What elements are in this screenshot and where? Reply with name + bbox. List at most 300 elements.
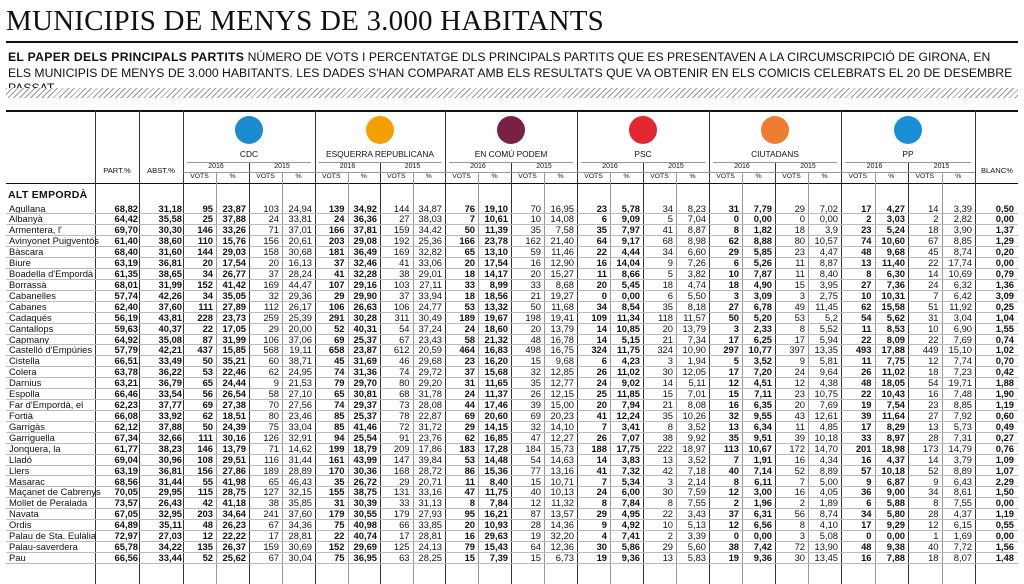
abstention-value: 36,81 [158,464,182,476]
percent-value: 20,61 [288,235,312,247]
votes-header: VOTS [848,173,867,180]
percent-value: 18,05 [881,377,905,389]
abstention-value: 42,26 [158,289,182,301]
votes-value: 7 [469,213,475,225]
year-2015: 2015 [800,163,816,170]
votes-value: 108 [197,453,213,465]
percent-value: 8,74 [819,508,838,520]
year-2016: 2016 [339,163,356,170]
votes-value: 74 [334,399,345,411]
votes-value: 18 [464,268,475,280]
votes-value: 48 [861,246,872,258]
votes-value: 259 [263,311,279,323]
votes-value: 22 [202,322,213,334]
percent-value: 13,16 [550,464,574,476]
votes-value: 16 [464,530,475,542]
percent-value: 1,96 [753,497,772,509]
votes-value: 12 [202,530,213,542]
percent-value: 5,88 [886,497,905,509]
votes-value: 85 [334,420,345,432]
municipality-name: Cabanelles [9,289,56,301]
votes-value: 8 [866,268,872,280]
votes-value: 568 [263,344,279,356]
percent-value: 31,78 [418,388,442,400]
votes-value: 32 [530,420,541,432]
percent-value: 11,45 [815,300,838,312]
percent-value: 40,98 [353,519,377,531]
percent-value: 7,75 [886,355,905,367]
votes-value: 14 [928,202,939,214]
abstention-value: 30,30 [158,224,182,236]
percent-value: 30,81 [353,388,377,400]
votes-value: 6 [733,257,739,269]
votes-value: 66 [399,519,410,531]
votes-value: 10 [530,213,541,225]
votes-value: 16 [861,453,872,465]
percent-value: 23,87 [353,344,377,356]
percent-value: 10,77 [748,344,772,356]
votes-value: 27 [399,213,410,225]
percent-value: 33,26 [222,224,246,236]
votes-value: 17 [861,202,872,214]
percent-value: 10,18 [881,464,905,476]
votes-value: 159 [393,224,410,236]
abstention-value: 38,23 [158,442,182,454]
votes-value: 10 [928,322,939,334]
votes-value: 29 [268,322,279,334]
percent-value: 7,69 [953,333,972,345]
votes-value: 20 [268,257,279,269]
table-row [6,466,1018,477]
percent-value: 8,23 [687,202,706,214]
percent-value: 22,87 [418,409,442,421]
percent-value: 26,77 [222,268,246,280]
percent-value: 7,31 [953,431,972,443]
votes-value: 50 [202,355,213,367]
votes-value: 297 [723,344,739,356]
percent-value: 13,10 [484,246,508,258]
votes-value: 29 [399,475,410,487]
abstention-value: 42,21 [158,344,182,356]
votes-value: 23 [861,224,872,236]
votes-value: 135 [197,541,213,553]
votes-value: 30 [794,551,805,563]
votes-value: 110 [197,235,213,247]
votes-value: 14 [928,453,939,465]
votes-value: 62 [861,300,872,312]
votes-value: 152 [197,278,213,290]
abstention-value: 35,08 [158,333,182,345]
participation-value: 70,05 [114,486,138,498]
votes-value: 9 [273,377,279,389]
votes-value: 106 [263,333,279,345]
votes-value: 33 [861,431,872,443]
votes-value: 94 [334,431,345,443]
percent-value: 8,66 [621,268,640,280]
blank-value: 0,70 [995,355,1014,367]
percent-value: 4,27 [886,202,905,214]
blank-value: 0,55 [995,519,1014,531]
percent-value: 17,74 [948,257,972,269]
abstention-value: 27,03 [158,530,182,542]
votes-value: 17 [794,333,805,345]
percent-value: 3,03 [886,213,905,225]
percent-value: 18,98 [881,442,905,454]
votes-value: 113 [723,442,739,454]
pct-header: % [295,173,302,180]
votes-value: 19 [596,551,607,563]
votes-value: 40 [530,486,541,498]
votes-value: 52 [202,551,213,563]
municipality-name: Colera [9,366,37,378]
votes-value: 22 [928,333,939,345]
percent-value: 33,85 [418,519,442,531]
votes-value: 20 [596,399,607,411]
votes-value: 26 [530,388,541,400]
municipality-name: Agullana [9,202,46,214]
percent-value: 41,98 [222,475,246,487]
votes-value: 20 [596,278,607,290]
percent-value: 14,70 [814,442,838,454]
abstention-value: 35,58 [158,213,182,225]
participation-value: 62,40 [114,300,138,312]
votes-value: 16 [861,551,872,563]
votes-value: 35 [662,300,673,312]
votes-value: 38 [399,268,410,280]
votes-value: 31 [728,202,739,214]
votes-value: 72 [794,541,805,553]
votes-value: 71 [268,224,279,236]
percent-value: 3,9 [824,224,838,236]
percent-value: 33,94 [418,289,442,301]
percent-value: 34,36 [288,519,312,531]
votes-value: 203 [328,235,345,247]
votes-value: 26 [861,366,872,378]
votes-value: 53 [202,366,213,378]
votes-header: VOTS [650,173,669,180]
votes-value: 11 [465,475,475,487]
votes-value: 36 [861,486,872,498]
votes-value: 29 [334,289,345,301]
percent-value: 27,10 [288,388,312,400]
percent-value: 23,43 [418,333,442,345]
percent-value: 30,69 [288,541,312,553]
percent-value: 15,27 [550,268,574,280]
votes-value: 49 [794,300,805,312]
votes-value: 13 [861,257,872,269]
blank-value: 3,09 [995,289,1014,301]
percent-value: 5,85 [753,246,772,258]
percent-value: 10,43 [881,388,905,400]
votes-value: 18 [662,278,673,290]
percent-value: 6,78 [753,300,772,312]
votes-value: 54 [530,453,541,465]
votes-value: 24 [334,213,345,225]
percent-value: 15,85 [222,344,246,356]
votes-value: 498 [525,344,541,356]
percent-value: 4,44 [621,246,640,258]
percent-value: 7,79 [753,202,772,214]
party-name: CIUTADANS [751,149,799,159]
percent-value: 28,08 [418,399,442,411]
percent-value: 11,75 [617,344,640,356]
percent-value: 7,04 [687,213,706,225]
votes-value: 34 [662,246,673,258]
blank-value: 0,49 [995,420,1014,432]
votes-value: 156 [263,235,279,247]
percent-value: 10,75 [814,388,838,400]
percent-value: 11,68 [551,300,574,312]
votes-value: 106 [393,300,410,312]
percent-value: 19,10 [484,202,508,214]
pct-header: % [955,173,962,180]
votes-value: 30 [662,486,673,498]
votes-value: 39 [530,399,541,411]
percent-value: 15,58 [881,300,905,312]
percent-value: 9,29 [886,519,905,531]
percent-value: 6,15 [953,519,972,531]
votes-value: 131 [393,486,410,498]
percent-value: 36,36 [353,213,377,225]
percent-value: 8,40 [489,475,508,487]
percent-value: 12,77 [550,377,574,389]
votes-value: 18 [928,366,939,378]
blank-value: 1,36 [995,278,1014,290]
percent-value: 12,61 [814,409,838,421]
votes-value: 41 [399,257,410,269]
percent-value: 11,34 [617,311,640,323]
pct-header: % [888,173,895,180]
votes-value: 18 [928,224,939,236]
percent-value: 6,30 [886,268,905,280]
municipality-name: Capmany [9,333,50,345]
percent-value: 36,49 [353,246,377,258]
percent-value: 14,48 [484,453,508,465]
votes-value: 158 [263,246,279,258]
votes-value: 170 [328,464,345,476]
percent-value: 32,82 [418,246,442,258]
percent-value: 15,68 [484,366,508,378]
blank-value: 0,79 [995,268,1014,280]
votes-value: 324 [591,344,607,356]
percent-value: 16,83 [484,344,508,356]
votes-value: 25 [596,388,607,400]
percent-value: 3,09 [753,289,772,301]
percent-value: 10,85 [616,322,640,334]
votes-value: 24 [464,322,475,334]
percent-value: 8,40 [819,268,838,280]
percent-value: 5,45 [621,278,640,290]
votes-value: 16 [596,257,607,269]
votes-value: 37 [334,257,345,269]
votes-value: 19 [728,551,739,563]
party-name: CDC [239,149,259,159]
blank-value: 1,19 [995,508,1014,520]
votes-header: VOTS [452,173,471,180]
percent-value: 21,53 [288,377,312,389]
percent-value: 8,97 [886,431,905,443]
votes-value: 14 [596,453,607,465]
percent-value: 8,53 [886,322,905,334]
percent-value: 14,62 [288,442,312,454]
municipality-name: Fortià [9,409,33,421]
votes-value: 74 [861,235,872,247]
percent-value: 33,16 [418,486,442,498]
votes-value: 69 [334,333,345,345]
votes-value: 80 [794,235,805,247]
abstention-value: 34,22 [158,541,182,553]
votes-value: 6 [601,355,607,367]
percent-value: 16,13 [288,257,312,269]
percent-value: 32,91 [288,431,312,443]
percent-value: 15,36 [484,464,508,476]
percent-value: 44,47 [288,278,312,290]
percent-value: 43,99 [353,453,377,465]
votes-value: 146 [197,442,213,454]
blank-value: 1,48 [995,551,1014,563]
votes-value: 24 [464,388,475,400]
participation-value: 62,12 [114,420,138,432]
votes-value: 7 [733,453,739,465]
percent-value: 17,75 [616,442,640,454]
percent-value: 31,13 [418,497,442,509]
percent-value: 23,73 [222,311,246,323]
percent-value: 9,36 [753,551,772,563]
year-2016: 2016 [208,163,224,170]
percent-value: 16,21 [484,508,508,520]
votes-value: 8 [933,497,939,509]
municipality-name: Pau [9,551,26,563]
percent-value: 29,16 [353,278,377,290]
percent-value: 27,11 [419,278,442,290]
percent-value: 7,59 [687,486,706,498]
votes-value: 80 [399,377,410,389]
percent-value: 4,37 [953,508,972,520]
votes-value: 38 [268,497,279,509]
votes-value: 2 [799,497,805,509]
percent-value: 7,97 [621,224,640,236]
votes-value: 179 [393,508,410,520]
votes-value: 9 [667,257,673,269]
percent-value: 38,75 [353,486,377,498]
pct-header: % [557,173,564,180]
percent-value: 18,51 [222,409,246,421]
abstention-value: 33,49 [158,355,182,367]
intro-lead: EL PAPER DELS PRINCIPALS PARTITS [8,50,245,64]
participation-value: 64,92 [114,333,138,345]
percent-value: 32,46 [353,257,377,269]
percent-value: 28,25 [418,551,442,563]
votes-value: 34 [662,202,673,214]
percent-value: 3,52 [753,355,772,367]
percent-value: 26,23 [222,519,246,531]
percent-value: 28,81 [418,530,442,542]
percent-value: 7,39 [489,551,508,563]
votes-value: 14 [596,333,607,345]
percent-value: 12,24 [616,409,640,421]
votes-value: 166 [459,235,475,247]
percent-value: 31,69 [353,355,377,367]
participation-value: 66,56 [114,551,138,563]
blanc-header: BLANC% [980,166,1014,175]
votes-value: 17 [728,333,739,345]
percent-value: 4,95 [621,508,640,520]
percent-value: 26,63 [353,300,377,312]
municipality-name: Albanyà [9,213,43,225]
votes-value: 59 [530,246,541,258]
percent-value: 40,31 [353,322,377,334]
table-row [6,324,1018,335]
percent-value: 37,81 [353,224,377,236]
percent-value: 25,62 [222,551,246,563]
percent-value: 8,08 [687,399,706,411]
percent-value: 7,84 [621,497,640,509]
percent-value: 38,71 [288,355,312,367]
votes-value: 23 [464,355,475,367]
votes-value: 65 [268,475,279,487]
percent-value: 5,78 [621,202,640,214]
votes-value: 2 [866,213,872,225]
percent-value: 12,36 [550,541,574,553]
votes-value: 3 [667,355,673,367]
percent-value: 8,87 [687,224,706,236]
municipality-name: Boadella d'Empordà [9,268,94,280]
percent-value: 30,39 [353,497,377,509]
abstention-value: 37,88 [158,420,182,432]
year-2015: 2015 [274,163,290,170]
percent-value: 9,51 [753,431,772,443]
votes-header: VOTS [256,173,275,180]
percent-value: 33,06 [418,257,442,269]
abstention-value: 31,18 [158,202,182,214]
percent-value: 28,24 [288,268,312,280]
municipality-name: Biure [9,257,31,269]
percent-value: 15,10 [948,344,972,356]
votes-value: 17 [728,366,739,378]
votes-value: 33 [399,497,410,509]
votes-value: 12 [728,486,739,498]
percent-value: 29,70 [353,377,377,389]
percent-value: 5,81 [819,355,838,367]
votes-value: 50 [464,224,475,236]
percent-value: 23,46 [288,409,312,421]
votes-value: 68 [399,388,410,400]
votes-value: 31 [928,311,939,323]
votes-value: 17 [268,530,279,542]
votes-value: 52 [794,464,805,476]
pct-header: % [821,173,828,180]
percent-value: 10,90 [682,344,706,356]
votes-value: 43 [794,409,805,421]
percent-value: 7,48 [953,388,972,400]
votes-value: 33 [530,278,541,290]
votes-value: 34 [202,268,213,280]
votes-value: 87 [202,333,213,345]
percent-value: 9,92 [687,431,706,443]
percent-value: 10,31 [881,289,905,301]
votes-value: 23 [928,399,939,411]
percent-value: 3,39 [687,530,706,542]
votes-value: 58 [268,388,279,400]
votes-value: 5 [667,213,673,225]
votes-value: 74 [334,366,345,378]
votes-value: 1 [933,530,939,542]
participation-value: 63,21 [114,377,138,389]
votes-value: 181 [328,246,345,258]
votes-value: 3 [667,475,673,487]
erc-logo-icon [366,116,394,144]
votes-value: 111 [198,431,213,443]
